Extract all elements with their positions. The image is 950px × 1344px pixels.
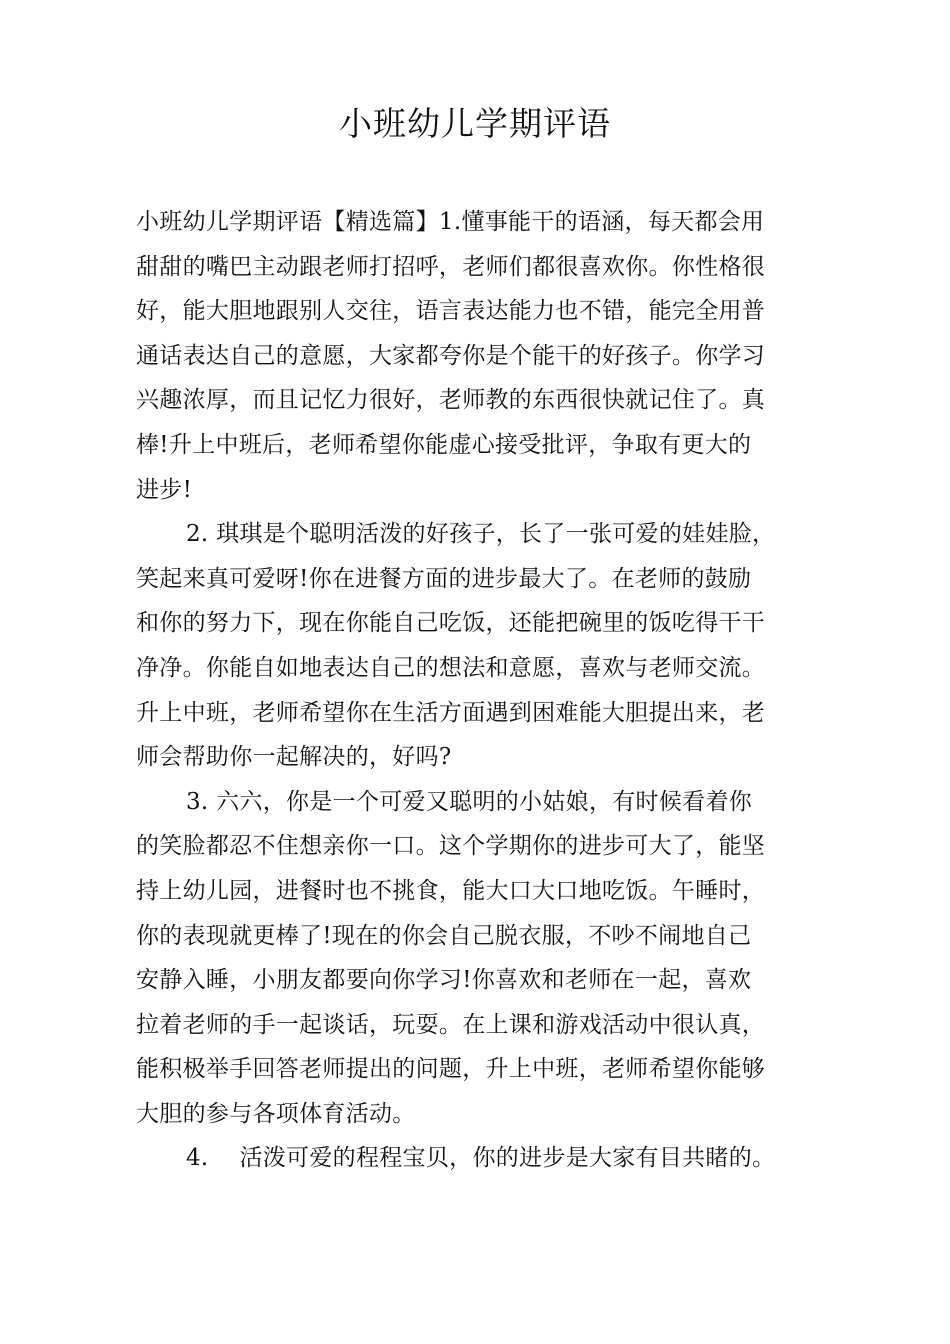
text-line: 好，能大胆地跟别人交往，语言表达能力也不错，能完全用普 bbox=[136, 298, 766, 325]
text-line: 甜甜的嘴巴主动跟老师打招呼，老师们都很喜欢你。你性格很 bbox=[136, 253, 766, 280]
text-line: 你的表现就更棒了!现在的你会自己脱衣服，不吵不闹地自己 bbox=[136, 922, 752, 949]
text-line: 笑起来真可爱呀!你在进餐方面的进步最大了。在老师的鼓励 bbox=[136, 565, 752, 592]
text-line: 兴趣浓厚，而且记忆力很好，老师教的东西很快就记住了。真 bbox=[136, 387, 766, 414]
text-line: 持上幼儿园，进餐时也不挑食，能大口大口地吃饭。午睡时， bbox=[136, 877, 766, 904]
text-line: 4. 活泼可爱的程程宝贝，你的进步是大家有目共睹的。 bbox=[186, 1145, 776, 1172]
text-line: 净净。你能自如地表达自己的想法和意愿，喜欢与老师交流。 bbox=[136, 654, 766, 681]
text-line: 升上中班，老师希望你在生活方面遇到困难能大胆提出来，老 bbox=[136, 699, 766, 726]
text-line: 的笑脸都忍不住想亲你一口。这个学期你的进步可大了，能坚 bbox=[136, 833, 766, 860]
text-line: 拉着老师的手一起谈话，玩耍。在上课和游戏活动中很认真， bbox=[136, 1011, 766, 1038]
text-line: 大胆的参与各项体育活动。 bbox=[136, 1100, 416, 1127]
document-body bbox=[136, 200, 836, 1181]
text-line: 通话表达自己的意愿，大家都夸你是个能干的好孩子。你学习 bbox=[136, 342, 766, 369]
text-line: 小班幼儿学期评语【精选篇】1.懂事能干的语涵，每天都会用 bbox=[136, 209, 765, 235]
text-line: 能积极举手回答老师提出的问题，升上中班，老师希望你能够 bbox=[136, 1056, 766, 1083]
document-title: 小班幼儿学期评语 bbox=[339, 104, 611, 143]
text-line: 2. 琪琪是个聪明活泼的好孩子，长了一张可爱的娃娃脸， bbox=[186, 521, 776, 548]
text-line: 师会帮助你一起解决的，好吗? bbox=[136, 744, 452, 771]
text-line: 棒!升上中班后，老师希望你能虚心接受批评，争取有更大的 bbox=[136, 431, 752, 458]
text-line: 和你的努力下，现在你能自己吃饭，还能把碗里的饭吃得干干 bbox=[136, 610, 766, 637]
text-line: 安静入睡，小朋友都要向你学习!你喜欢和老师在一起，喜欢 bbox=[136, 967, 752, 994]
text-line: 3. 六六，你是一个可爱又聪明的小姑娘，有时候看着你 bbox=[186, 788, 753, 815]
text-line: 进步! bbox=[136, 476, 193, 503]
